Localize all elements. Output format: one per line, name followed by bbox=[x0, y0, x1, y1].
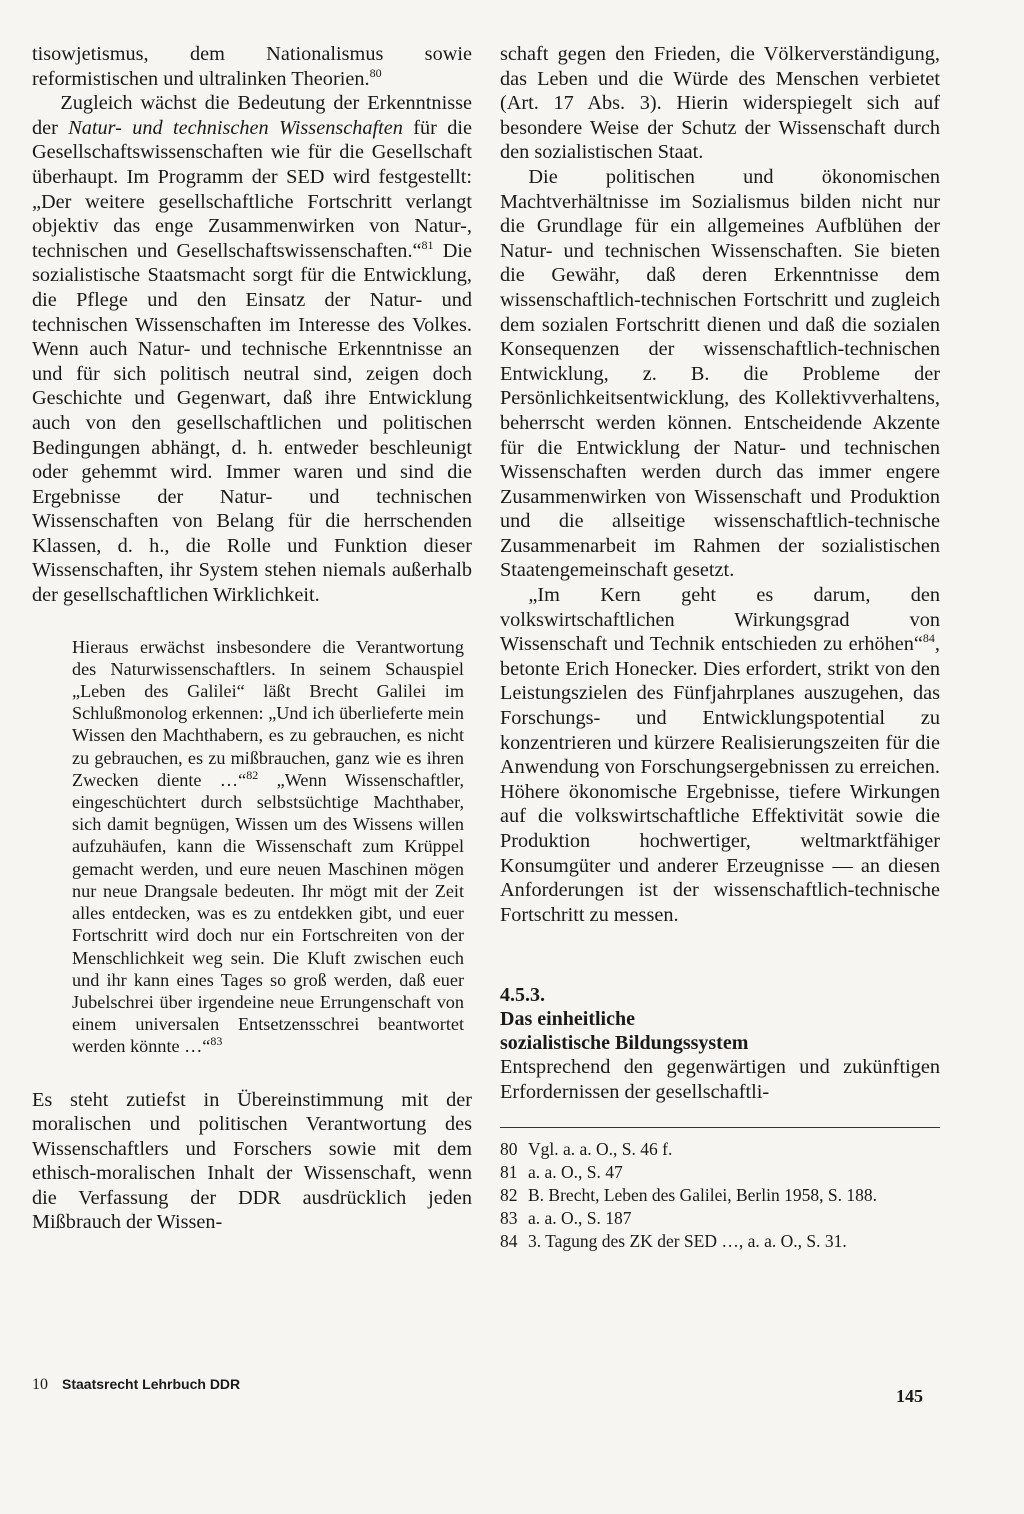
paragraph bbox=[500, 583, 940, 927]
block-quote bbox=[72, 636, 464, 1058]
footnote-ref[interactable]: 81 bbox=[421, 237, 434, 252]
paragraph-text: tisowjetismus, dem Nationalismus sowie reformistischen und ultralinken Theorien. bbox=[32, 43, 472, 90]
paragraph-text: , betonte Erich Honecker. Dies erfordert, strikt von den Leistungszielen des Fünfjahrplanes auszugehen, das Forschungs- und Entwicklungspotential zu konzentrieren und kürzere Realisierungszeiten für die Anwendung von Forschungsergebnissen zu erreichen. Höhere ökonomische Ergebnisse, tiefere Wirkungen auf die volkswirtschaftliche Effektivität sowie die Produktion hochwertiger, weltmarktfähiger Konsumgüter und anderer Erzeugnisse — an diesen Anforderungen ist der wissenschaftlich-technische Fortschritt zu messen. bbox=[500, 633, 940, 926]
paragraph: Entsprechend den gegenwärtigen und zukünftigen Erfordernissen der gesellschaftli- bbox=[500, 1056, 940, 1103]
footnote-number: 82 bbox=[500, 1184, 518, 1205]
right-column bbox=[500, 42, 940, 1253]
paragraph: Es steht zutiefst in Übereinstimmung mit der moralischen und politischen Verantwortung des Wissenschaftlers und Forschers sowie mit dem ethisch-moralischen Inhalt der Wissenschaft, wenn die Verfassung der DDR ausdrücklich jeden Mißbrauch der Wissen- bbox=[32, 1088, 472, 1234]
paragraph-block bbox=[32, 1088, 472, 1236]
paragraph-text: „Im Kern geht es darum, den volkswirtschaftlichen Wirkungsgrad von Wissenschaft und Technik entschieden zu erhöhen“ bbox=[500, 584, 940, 656]
footnote-number: 84 bbox=[500, 1230, 518, 1251]
paragraph: schaft gegen den Frieden, die Völkerverständigung, das Leben und die Würde des Menschen verbietet (Art. 17 Abs. 3). Hierin widerspiegelt sich auf besondere Weise der Schutz der Wissenschaft durch den sozialistischen Staat. bbox=[500, 43, 940, 164]
paragraph: Die politischen und ökonomischen Machtverhältnisse im Sozialismus bilden nicht nur die Grundlage für ein allgemeines Aufblühen der Natur- und technischen Wissenschaften. Sie bieten die Gewähr, daß deren Erkenntnisse dem wissenschaftlich-technischen Fortschritt und zugleich dem sozialen Fortschritt dienen und daß die sozialen Konsequenzen der wissenschaftlich-technischen Entwicklung, z. B. die Probleme der Persönlichkeitsentwicklung, des Kollektivverhaltens, beherrscht werden können. Entscheidende Akzente für die Entwicklung der Natur- und technischen Wissenschaften werden durch das immer engere Zusammenwirken von Wissenschaft und Produktion und die allseitige wissenschaftlich-technische Zusammenarbeit im Rahmen der sozialistischen Staatengemeinschaft gesetzt. bbox=[500, 165, 940, 582]
paragraph bbox=[32, 91, 472, 607]
footnote-ref[interactable]: 83 bbox=[210, 1034, 223, 1049]
section-title-line: sozialistische Bildungssystem bbox=[500, 1032, 749, 1055]
page-footer bbox=[32, 1376, 240, 1394]
footnote-number: 80 bbox=[500, 1138, 518, 1159]
footnotes bbox=[500, 1138, 940, 1253]
emphasis-text: Natur- und technischen Wissenschaften bbox=[68, 116, 403, 139]
footnote-text: B. Brecht, Leben des Galilei, Berlin 1958, S. 188. bbox=[528, 1184, 877, 1205]
paragraph-text: für die Gesellschaftswissenschaften wie für die Gesellschaft überhaupt. Im Programm der SED wird festgestellt: „Der weitere gesellschaftliche Fortschritt verlangt objektiv das enge Zusammenwirken von Natur-, technischen und Gesellschaftswissenschaften.“ bbox=[32, 116, 472, 262]
quote-text: „Wenn Wissenschaftler, eingeschüchtert durch selbstsüchtige Machthaber, sich damit begnügen, Wissen um des Wissens willen aufzuhäufen, kann die Wissenschaft zum Krüppel gemacht werden, und eure neuen Maschinen mögen nur neue Drangsale bedeuten. Ihr mögt mit der Zeit alles entdecken, was es zu entdekken gibt, und euer Fortschritt wird doch nur ein Fortschreiten von der Menschlichkeit weg sein. Die Kluft zwischen euch und ihr kann eines Tages so groß werden, daß euer Jubelschrei über irgendeine neue Errungenschaft von einem universalen Entsetzensschrei beantwortet werden könnte …“ bbox=[72, 769, 464, 1057]
footnote bbox=[500, 1184, 940, 1207]
paragraph-text: Die sozialistische Staatsmacht sorgt für die Entwicklung, die Pflege und den Einsatz der Natur- und technischen Wissenschaften im Interesse des Volkes. Wenn auch Natur- und technische Erkenntnisse an und für sich politisch neutral sind, zeigen doch Geschichte und Gegenwart, daß ihre Entwicklung auch von den gesellschaftlichen und politischen Bedingungen abhängt, d. h. entweder beschleunigt oder gehemmt wird. Immer waren und sind die Ergebnisse der Natur- und technischen Wissenschaften von Belang für die herrschenden Klassen, d. h., die Rolle und Funktion dieser Wissenschaften, ihr System stehen niemals außerhalb der gesellschaftlichen Wirklichkeit. bbox=[32, 239, 472, 607]
footnote-text: Vgl. a. a. O., S. 46 f. bbox=[528, 1138, 673, 1159]
book-title: Staatsrecht Lehrbuch DDR bbox=[62, 1376, 241, 1392]
paragraph-text: Zugleich wächst die Bedeutung der Erkenntnisse der bbox=[32, 92, 472, 139]
footnote-ref[interactable]: 82 bbox=[246, 767, 259, 782]
section-heading bbox=[500, 983, 940, 1055]
section-number: 4.5.3. bbox=[500, 984, 545, 1007]
paragraph-block bbox=[500, 1055, 940, 1104]
footnote-number: 81 bbox=[500, 1161, 518, 1182]
footnote-text: a. a. O., S. 187 bbox=[528, 1207, 632, 1228]
quote-paragraph bbox=[72, 636, 464, 1058]
sheet-number: 10 bbox=[32, 1376, 48, 1393]
footnote-number: 83 bbox=[500, 1207, 518, 1228]
footnote-ref[interactable]: 80 bbox=[369, 65, 382, 80]
footnote-ref[interactable]: 84 bbox=[922, 631, 935, 646]
footnote bbox=[500, 1161, 940, 1184]
footnote-divider bbox=[500, 1127, 940, 1128]
footnote bbox=[500, 1207, 940, 1230]
section-title-line: Das einheitliche bbox=[500, 1008, 635, 1031]
footnote-text: a. a. O., S. 47 bbox=[528, 1161, 623, 1182]
left-column bbox=[32, 42, 472, 1235]
quote-text: Hieraus erwächst insbesondere die Verantwortung des Naturwissenschaftlers. In seinem Schauspiel „Leben des Galilei“ läßt Brecht Galilei im Schlußmonolog erkennen: „Und ich überlieferte mein Wissen den Machthabern, es zu gebrauchen, es nicht zu gebrauchen, es zu mißbrauchen, ganz wie es ihren Zwecken diente …“ bbox=[72, 636, 464, 790]
footnote-text: 3. Tagung des ZK der SED …, a. a. O., S. 31. bbox=[528, 1230, 847, 1251]
footnote bbox=[500, 1230, 940, 1253]
paragraph bbox=[32, 42, 472, 91]
page-number: 145 bbox=[896, 1386, 923, 1406]
footnote bbox=[500, 1138, 940, 1161]
